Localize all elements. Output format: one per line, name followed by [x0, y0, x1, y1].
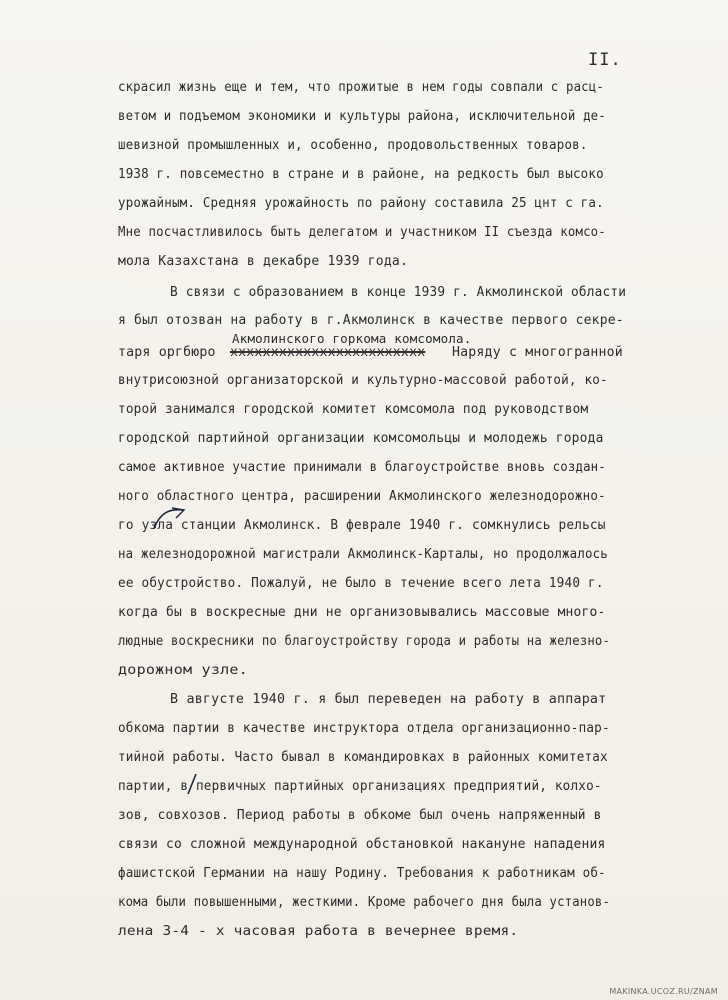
text-line: людные воскресники по благоустройству города и работы на железно- [118, 634, 611, 649]
text-line: кома были повышенными, жесткими. Кроме рабочего дня была установ- [118, 895, 611, 910]
text-line: В августе 1940 г. я был переведен на работу в аппарат [170, 692, 607, 707]
text-line: зов, совхозов. Период работы в обкоме был очень напряженный в [118, 808, 602, 823]
text-line: самое активное участие принимали в благоустройстве вновь создан- [118, 460, 606, 475]
text-line: внутрисоюзной организаторской и культурно-массовой работой, ко- [118, 373, 608, 388]
text-line: обкома партии в качестве инструктора отдела организационно-пар- [118, 721, 610, 736]
handwritten-insert: Акмолинского горкома комсомола. [232, 331, 472, 346]
text-line: фашистской Германии на нашу Родину. Требования к работникам об- [118, 866, 606, 881]
text-line: шевизной промышленных и, особенно, продовольственных товаров. [118, 138, 588, 153]
text-line: ее обустройство. Пожалуй, не было в течение всего лета 1940 г. [118, 576, 604, 591]
pen-correction-mark [184, 772, 200, 798]
text-line: урожайным. Средняя урожайность по району составила 25 цнт с га. [118, 196, 604, 211]
text-line: лена 3-4 - х часовая работа в вечернее время. [118, 924, 519, 939]
text-line: городской партийной организации комсомольцы и молодежь города [118, 431, 604, 446]
text-line: ного областного центра, расширении Акмолинского железнодорожно- [118, 489, 606, 504]
text-line: ветом и подъемом экономики и культуры района, исключительной де- [118, 109, 606, 124]
text-line: Мне посчастливилось быть делегатом и участником II съезда комсо- [118, 225, 606, 240]
text-line: на железнодорожной магистрали Акмолинск-Карталы, но продолжалось [118, 547, 608, 562]
page-number: II. [588, 50, 622, 70]
text-line: таря оргбюро [118, 345, 216, 360]
text-line: торой занимался городской комитет комсомола под руководством [118, 402, 589, 417]
struck-text: xxxxxxxxxxxxxxxxxxxxxxxx [230, 345, 426, 360]
text-line: я был отозван на работу в г.Акмолинск в качестве первого секре- [118, 313, 624, 328]
watermark: MAKINKA.UCOZ.RU/ZNAM [609, 987, 718, 996]
text-line: мола Казахстана в декабре 1939 года. [118, 254, 409, 269]
text-line: партии, в первичных партийных организациях предприятий, колхо- [118, 779, 602, 794]
text-line: го узла станции Акмолинск. В феврале 1940 г. сомкнулись рельсы [118, 518, 606, 533]
text-line: скрасил жизнь еще и тем, что прожитые в нем годы совпали с расц- [118, 80, 604, 95]
text-line: дорожном узле. [118, 663, 248, 678]
text-line: Наряду с многогранной [452, 345, 623, 360]
text-line: 1938 г. повсеместно в стране и в районе, на редкость был высоко [118, 167, 604, 182]
text-line: связи со сложной международной обстановкой накануне нападения [118, 837, 606, 852]
text-line: В связи с образованием в конце 1939 г. Акмолинской области [170, 285, 627, 300]
text-line: тийной работы. Часто бывал в командировках в районных комитетах [118, 750, 608, 765]
text-line: когда бы в воскресные дни не организовывались массовые много- [118, 605, 606, 620]
pen-correction-mark [150, 506, 190, 532]
